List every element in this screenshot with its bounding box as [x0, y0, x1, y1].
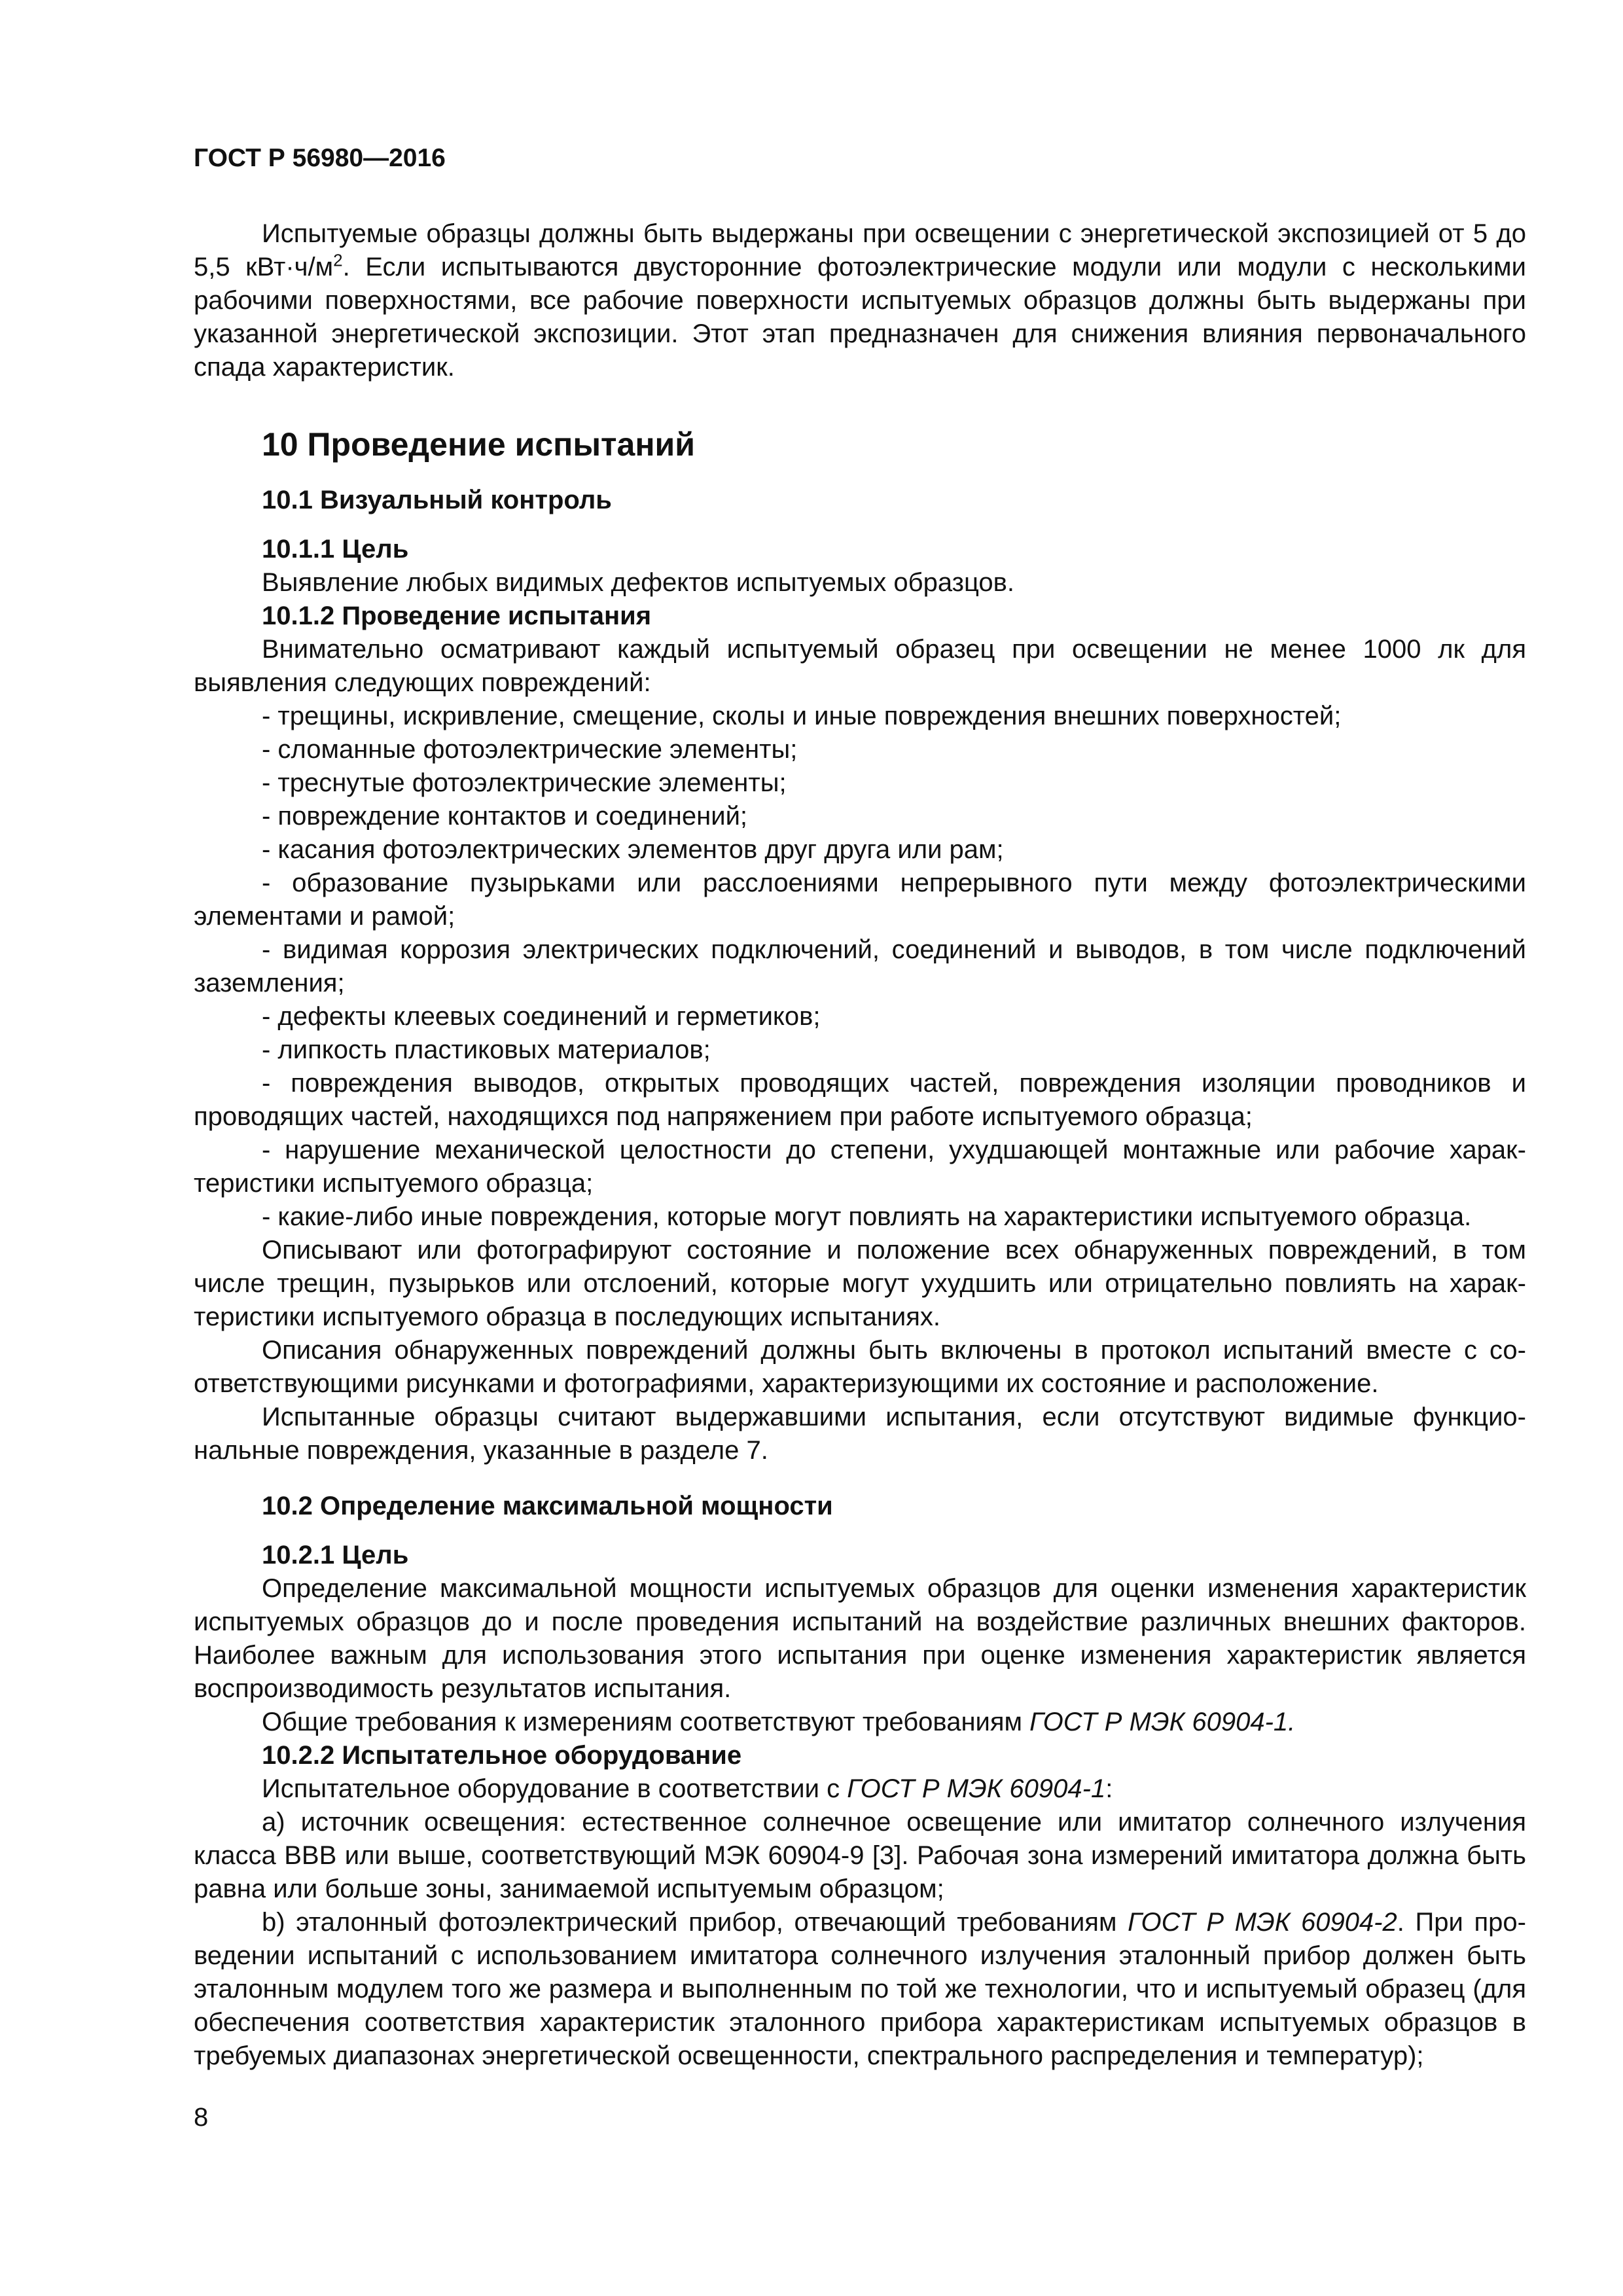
page-number: 8 — [194, 2103, 209, 2132]
list-item: - трещины, искривление, смещение, сколы и иные повреждения внешних поверхностей; — [262, 702, 1342, 730]
describe-damage-paragraph: Описывают или фотографируют состояние и положение всех обнаруженных повреждений, в том числе трещин, пузырьков или отслоений, которые могут ухудшить или отрицательно повлиять на характеристики испытуемого образца в последующих испытаниях. — [194, 1236, 1526, 1331]
list-item: - треснутые фотоэлектрические элементы; — [262, 768, 787, 797]
list-item: - какие-либо иные повреждения, которые могут повлиять на характеристики испытуемого образца. — [262, 1202, 1472, 1231]
equipment-intro-text: Испытательное оборудование в соответствии с — [262, 1774, 847, 1803]
protocol-paragraph: Описания обнаруженных повреждений должны быть включены в протокол испытаний вместе с соответствующими рисунками и фотографиями, характеризующими их состояние и расположение. — [194, 1336, 1526, 1398]
equipment-item-b-text-a: b) эталонный фотоэлектрический прибор, отвечающий требованиям — [262, 1908, 1128, 1937]
general-requirements-paragraph — [194, 1706, 1526, 1739]
section-10-2-heading: 10.2 Определение максимальной мощности — [262, 1492, 833, 1520]
equipment-item-b-text-b: . При проведении испытаний с использованием имитатора солнечного излучения эталонный прибор должен быть эталонным модулем того же размера и выполненным по той же технологии, что и испытуемый образец (для обеспечения соответствия характеристик эталонного прибора характеристикам испытуемых образцов в требуемых диапазонах энергетической освещенности, спектрального распределения и температур); — [194, 1908, 1526, 2070]
equipment-intro-paragraph — [194, 1772, 1526, 1806]
equipment-item-a: а) источник освещения: естественное солнечное освещение или имитатор солнечного излучения класса ВВВ или выше, соответствующий МЭК 60904-9 [3]. Рабочая зона измерений имитатора должна быть равна или больше зоны, занимаемой испытуемым образцом; — [194, 1808, 1526, 1903]
list-item: - повреждения выводов, открытых проводящих частей, повреждения изоляции проводников и проводящих частей, находящихся под напряжением при работе испытуемого образца; — [194, 1069, 1526, 1131]
section-10-1-2-intro: Внимательно осматривают каждый испытуемый образец при освещении не менее 1000 лк для выявления следующих повреждений: — [194, 635, 1526, 697]
section-10-1-1-text: Выявление любых видимых дефектов испытуемых образцов. — [262, 568, 1015, 597]
section-10-1-2-heading: 10.1.2 Проведение испытания — [262, 601, 652, 630]
intro-text-b: . Если испытываются двусторонние фотоэлектрические модули или модули с несколькими рабочими поверхностями, все рабочие поверхности испытуемых образцов должны быть выдержаны при указанной энергетической экспозиции. Этот этап предназначен для снижения влияния первоначального спада характеристик. — [194, 253, 1526, 382]
pass-criteria-paragraph: Испытанные образцы считают выдержавшими испытания, если отсутствуют видимые функциональные повреждения, указанные в разделе 7. — [194, 1403, 1526, 1465]
intro-paragraph — [194, 217, 1526, 384]
intro-superscript: 2 — [333, 250, 343, 270]
section-10-2-1-text: Определение максимальной мощности испытуемых образцов для оценки изменения характеристик испытуемых образцов до и после проведения испытаний на воздействие различных внешних факторов. Наиболее важным для использования этого испытания при оценке изменения характеристик является воспроизводимость результатов испытания. — [194, 1574, 1526, 1703]
section-10-1-1-heading: 10.1.1 Цель — [262, 535, 409, 564]
standard-reference: ГОСТ Р МЭК 60904-1 — [847, 1774, 1106, 1803]
document-page — [194, 141, 1526, 2073]
section-10-1-heading: 10.1 Визуальный контроль — [262, 486, 612, 514]
list-item: - нарушение механической целостности до степени, ухудшающей монтажные или рабочие характеристики испытуемого образца; — [194, 1136, 1526, 1198]
damage-list — [194, 700, 1526, 1234]
list-item: - повреждение контактов и соединений; — [262, 802, 748, 831]
list-item: - образование пузырьками или расслоениями непрерывного пути между фотоэлектрическими элементами и рамой; — [194, 869, 1526, 931]
section-10-heading: 10 Проведение испытаний — [262, 426, 696, 463]
intro-text-a: Испытуемые образцы должны быть выдержаны при освещении с энергетической экспозицией от 5 до 5,5 кВт·ч/м — [194, 219, 1526, 281]
standard-reference: ГОСТ Р МЭК 60904-1. — [1029, 1708, 1296, 1736]
equipment-intro-colon: : — [1105, 1774, 1113, 1803]
section-10-2-1-heading: 10.2.1 Цель — [262, 1541, 409, 1570]
list-item: - касания фотоэлектрических элементов друг друга или рам; — [262, 835, 1004, 864]
section-10-2-2-heading: 10.2.2 Испытательное оборудование — [262, 1741, 742, 1770]
list-item: - сломанные фотоэлектрические элементы; — [262, 735, 798, 764]
list-item: - видимая коррозия электрических подключений, соединений и выводов, в том числе подключений заземления; — [194, 935, 1526, 997]
document-code-header: ГОСТ Р 56980—2016 — [194, 144, 446, 172]
standard-reference: ГОСТ Р МЭК 60904-2 — [1128, 1908, 1397, 1937]
equipment-item-b — [194, 1906, 1526, 2073]
list-item: - дефекты клеевых соединений и герметиков; — [262, 1002, 821, 1031]
general-requirements-text: Общие требования к измерениям соответствуют требованиям — [262, 1708, 1030, 1736]
list-item: - липкость пластиковых материалов; — [262, 1035, 711, 1064]
